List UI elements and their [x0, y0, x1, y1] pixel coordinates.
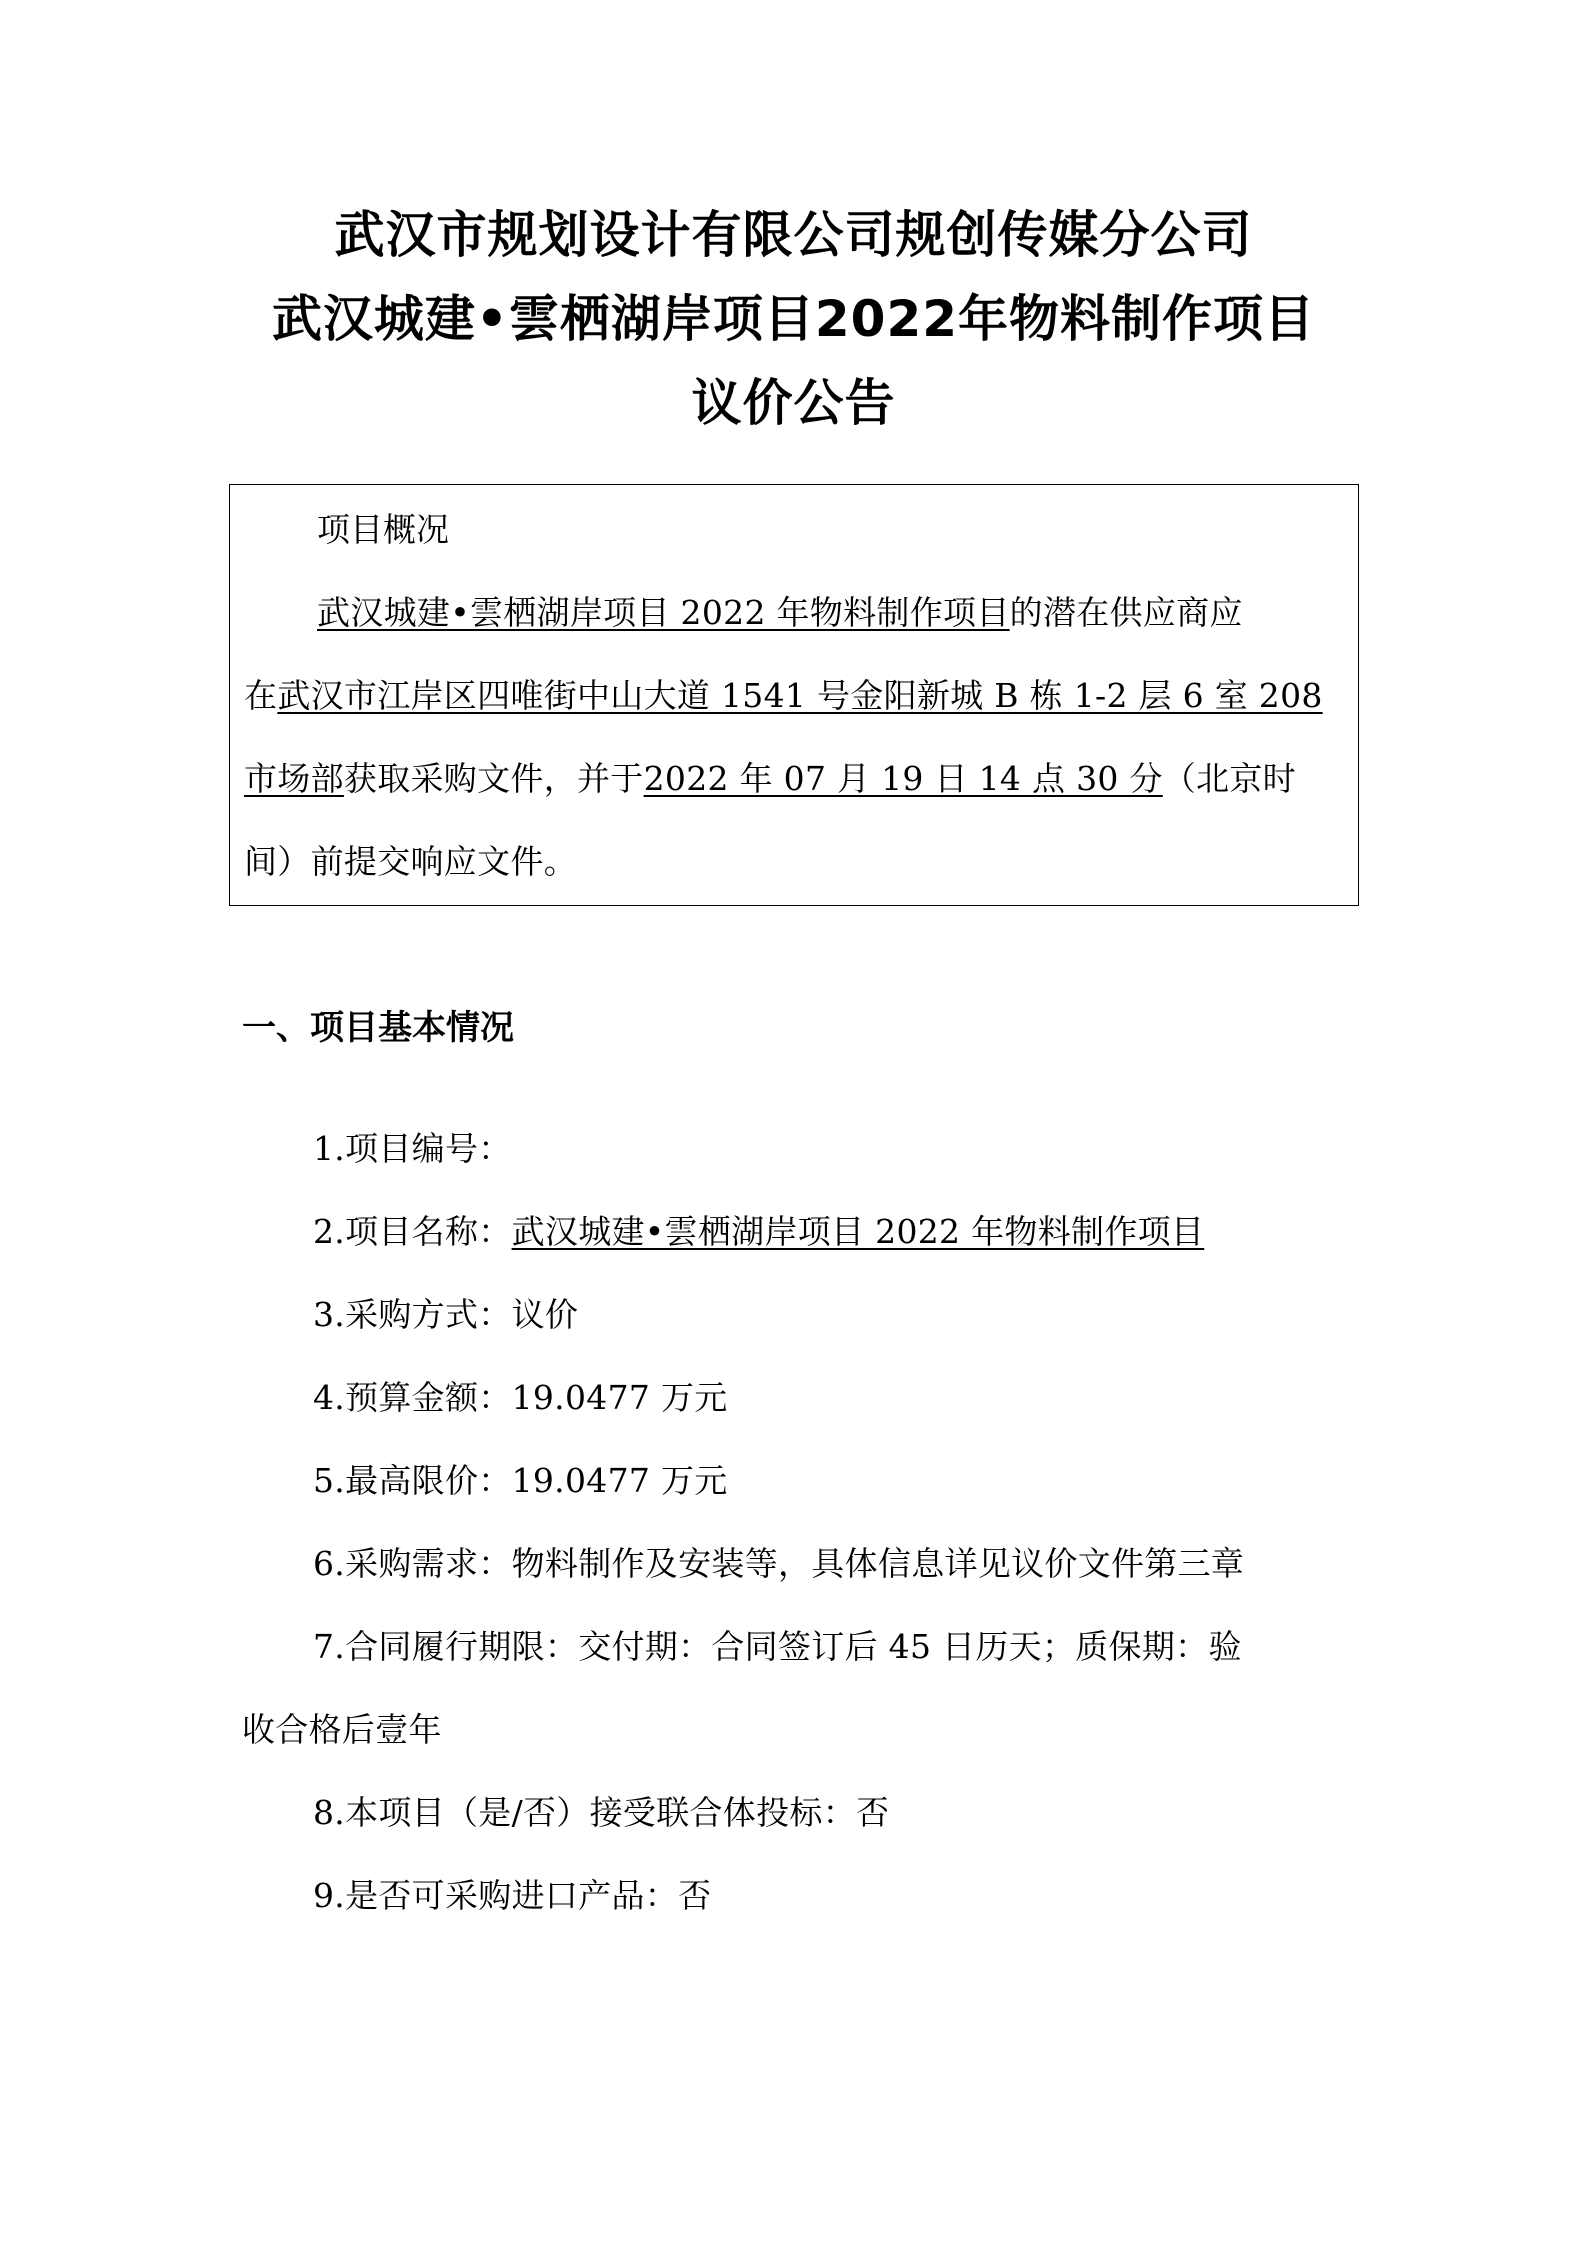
overview-heading: 项目概况 — [317, 510, 449, 549]
overview-line-3 — [244, 754, 1296, 804]
item-label: 5.最高限价： — [313, 1461, 512, 1500]
item-value: 收合格后壹年 — [242, 1710, 442, 1749]
title-line-company: 武汉市规划设计有限公司规创传媒分公司 — [334, 206, 1253, 264]
item-label: 9.是否可采购进口产品： — [313, 1876, 679, 1915]
overview-line-1 — [317, 588, 1243, 638]
item-value: 否 — [678, 1876, 712, 1915]
project-overview-box — [229, 484, 1359, 906]
item-value: 交付期：合同签订后 45 日历天；质保期：验 — [578, 1627, 1242, 1666]
overview-line-4: 间）前提交响应文件。 — [244, 842, 577, 881]
announcement-title — [0, 193, 1587, 445]
item-value: 19.0477 万元 — [511, 1461, 728, 1500]
item-label: 1.项目编号： — [313, 1129, 512, 1168]
item-label: 7.合同履行期限： — [313, 1627, 579, 1666]
item-procurement-requirement — [313, 1539, 1244, 1589]
item-value: 19.0477 万元 — [511, 1378, 728, 1417]
item-value: 物料制作及安装等，具体信息详见议价文件第三章 — [511, 1544, 1245, 1583]
item-contract-period — [313, 1622, 1242, 1672]
title-line-notice: 议价公告 — [691, 374, 896, 432]
item-procurement-method — [313, 1290, 578, 1340]
item-contract-period-cont — [242, 1705, 442, 1755]
title-line-project: 武汉城建•雲栖湖岸项目2022年物料制作项目 — [271, 290, 1316, 348]
item-value: 武汉城建•雲栖湖岸项目 2022 年物料制作项目 — [511, 1212, 1205, 1251]
item-project-number — [313, 1124, 512, 1174]
item-value: 否 — [856, 1793, 890, 1832]
overview-deadline: 2022 年 07 月 19 日 14 点 30 分 — [643, 759, 1163, 798]
item-label: 3.采购方式： — [313, 1295, 512, 1334]
overview-text: （北京时 — [1162, 759, 1296, 798]
item-consortium-bidding — [313, 1788, 889, 1838]
overview-line-2 — [244, 671, 1323, 721]
item-project-name — [313, 1207, 1204, 1257]
item-value: 议价 — [511, 1295, 579, 1334]
overview-project-name: 武汉城建•雲栖湖岸项目 2022 年物料制作项目 — [317, 593, 1010, 632]
item-label: 8.本项目（是/否）接受联合体投标： — [313, 1793, 857, 1832]
overview-address-cont: 市场部 — [244, 759, 344, 798]
overview-address: 武汉市江岸区四唯街中山大道 1541 号金阳新城 B 栋 1-2 层 6 室 208 — [277, 676, 1323, 715]
section-heading-basic-info: 一、项目基本情况 — [242, 1008, 514, 1048]
item-label: 2.项目名称： — [313, 1212, 512, 1251]
overview-text: 的潜在供应商应 — [1009, 593, 1243, 632]
item-label: 4.预算金额： — [313, 1378, 512, 1417]
item-label: 6.采购需求： — [313, 1544, 512, 1583]
item-budget-amount — [313, 1373, 728, 1423]
overview-text: 在 — [244, 676, 278, 715]
overview-text: 获取采购文件，并于 — [343, 759, 644, 798]
item-imported-products — [313, 1871, 711, 1921]
item-max-price — [313, 1456, 728, 1506]
